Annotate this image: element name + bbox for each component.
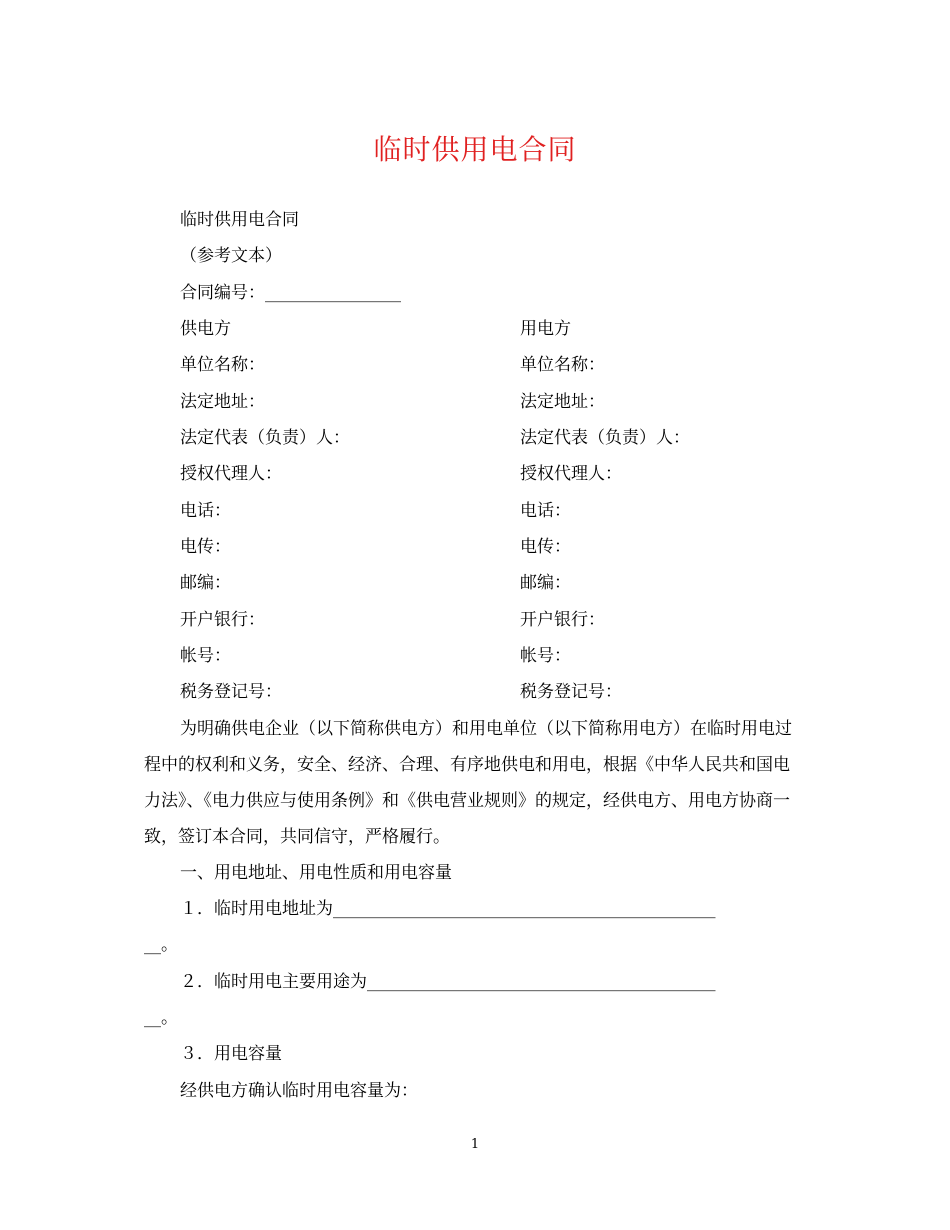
consumer-agent: 授权代理人： (520, 464, 622, 484)
supplier-phone: 电话： (180, 501, 231, 521)
consumer-postcode: 邮编： (520, 573, 571, 593)
supplier-tax-id: 税务登记号： (180, 682, 282, 702)
supplier-bank: 开户银行： (180, 610, 265, 630)
consumer-tax-id: 税务登记号： (520, 682, 622, 702)
section-heading: 一、用电地址、用电性质和用电容量 (180, 863, 452, 883)
consumer-unit-name: 单位名称： (520, 355, 605, 375)
contract-number-field: 合同编号：________________ (180, 283, 401, 303)
clause-item-2-tail: __。 (144, 1008, 178, 1028)
clause-item-2: ２．临时用电主要用途为_________________________________________ (180, 972, 716, 992)
consumer-bank: 开户银行： (520, 610, 605, 630)
contract-subtitle: 临时供用电合同 (180, 210, 299, 230)
supplier-postcode: 邮编： (180, 573, 231, 593)
preamble-paragraph: 为明确供电企业（以下简称供电方）和用电单位（以下简称用电方）在临时用电过程中的权利和义务，安全、经济、合理、有序地供电和用电，根据《中华人民共和国电力法》、《电力供应与使用条例》和《供电营业规则》的规定，经供电方、用电方协商一致，签订本合同，共同信守，严格履行。 (144, 719, 792, 847)
supplier-unit-name: 单位名称： (180, 355, 265, 375)
consumer-address: 法定地址： (520, 392, 605, 412)
supplier-heading: 供电方 (180, 319, 231, 339)
reference-note: （参考文本） (180, 246, 282, 266)
document-title: 临时供用电合同 (373, 133, 577, 166)
consumer-heading: 用电方 (520, 319, 571, 339)
supplier-address: 法定地址： (180, 392, 265, 412)
supplier-agent: 授权代理人： (180, 464, 282, 484)
capacity-text: 经供电方确认临时用电容量为： (180, 1081, 418, 1101)
clause-item-1-tail: __。 (144, 935, 178, 955)
consumer-phone: 电话： (520, 501, 571, 521)
supplier-fax: 电传： (180, 537, 231, 557)
clause-item-3: ３．用电容量 (180, 1044, 282, 1064)
clause-item-1: １．临时用电地址为_____________________________________________ (180, 899, 716, 919)
supplier-legal-rep: 法定代表（负责）人： (180, 428, 350, 448)
consumer-fax: 电传： (520, 537, 571, 557)
page-number: 1 (470, 1137, 480, 1152)
consumer-legal-rep: 法定代表（负责）人： (520, 428, 690, 448)
supplier-account: 帐号： (180, 646, 231, 666)
consumer-account: 帐号： (520, 646, 571, 666)
